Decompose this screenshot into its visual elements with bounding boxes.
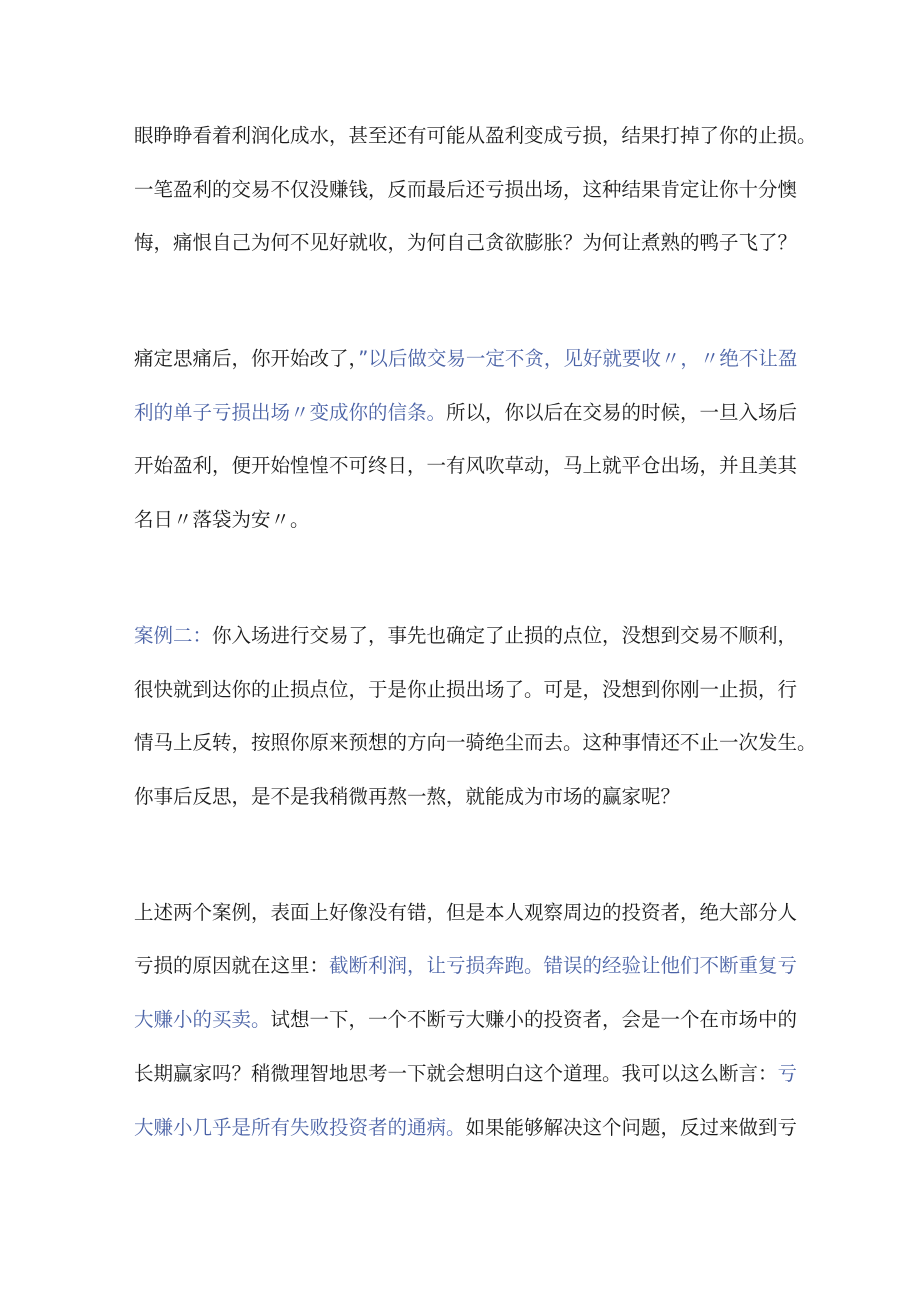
highlighted-text: 亏 [777, 1062, 798, 1085]
body-text: 痛定思痛后，你开始改了， [134, 347, 359, 370]
body-text: 长期赢家吗？稍微理智地思考一下就会想明白这个道理。我可以这么断言： [134, 1062, 778, 1085]
text-line [134, 1000, 824, 1040]
text-line [134, 670, 824, 710]
body-text: 上述两个案例，表面上好像没有错，但是本人观察周边的投资者，绝大部分人 [134, 901, 798, 924]
text-line [134, 723, 824, 763]
text-line [134, 616, 824, 656]
text-line [134, 170, 824, 210]
body-text: 开始盈利，便开始惶惶不可终日，一有风吹草动，马上就平仓出场，并且美其 [134, 454, 798, 477]
body-text: 你事后反思，是不是我稍微再熬一熬，就能成为市场的赢家呢？ [134, 785, 681, 808]
highlighted-text: 大赚小的买卖。 [134, 1008, 271, 1031]
body-text: 你入场进行交易了，事先也确定了止损的点位，没想到交易不顺利， [212, 624, 798, 647]
body-text: 如果能够解决这个问题，反过来做到亏 [465, 1116, 798, 1139]
text-line [134, 446, 824, 486]
highlighted-text: 截断利润，让亏损奔跑。错误的经验让他们不断重复亏 [329, 954, 798, 977]
text-line [134, 1054, 824, 1094]
body-text: 很快就到达你的止损点位，于是你止损出场了。可是，没想到你刚一止损，行 [134, 678, 798, 701]
text-line [134, 1108, 824, 1148]
text-line [134, 500, 824, 540]
body-text: 眼睁睁看着利润化成水，甚至还有可能从盈利变成亏损，结果打掉了你的止损。 [134, 124, 817, 147]
highlighted-text: 大赚小几乎是所有失败投资者的通病。 [134, 1116, 466, 1139]
body-text: 亏损的原因就在这里： [134, 954, 330, 977]
text-line [134, 393, 824, 433]
text-line [134, 223, 824, 263]
text-line [134, 339, 824, 379]
text-line [134, 893, 824, 933]
body-text: 名日〃落袋为安〃。 [134, 508, 310, 531]
body-text: 悔，痛恨自己为何不见好就收，为何自己贪欲膨胀？为何让煮熟的鸭子飞了？ [134, 231, 798, 254]
text-line [134, 116, 824, 156]
highlighted-text: 案例二： [134, 624, 213, 647]
body-text: 所以，你以后在交易的时候，一旦入场后 [446, 401, 798, 424]
highlighted-text: ”以后做交易一定不贪，见好就要收〃，〃绝不让盈 [358, 347, 798, 370]
text-line [134, 946, 824, 986]
text-line [134, 777, 824, 817]
body-text: 一笔盈利的交易不仅没赚钱，反而最后还亏损出场，这种结果肯定让你十分懊 [134, 178, 798, 201]
highlighted-text: 利的单子亏损出场〃变成你的信条。 [134, 401, 447, 424]
body-text: 情马上反转，按照你原来预想的方向一骑绝尘而去。这种事情还不止一次发生。 [134, 731, 817, 754]
body-text: 试想一下，一个不断亏大赚小的投资者，会是一个在市场中的 [270, 1008, 798, 1031]
